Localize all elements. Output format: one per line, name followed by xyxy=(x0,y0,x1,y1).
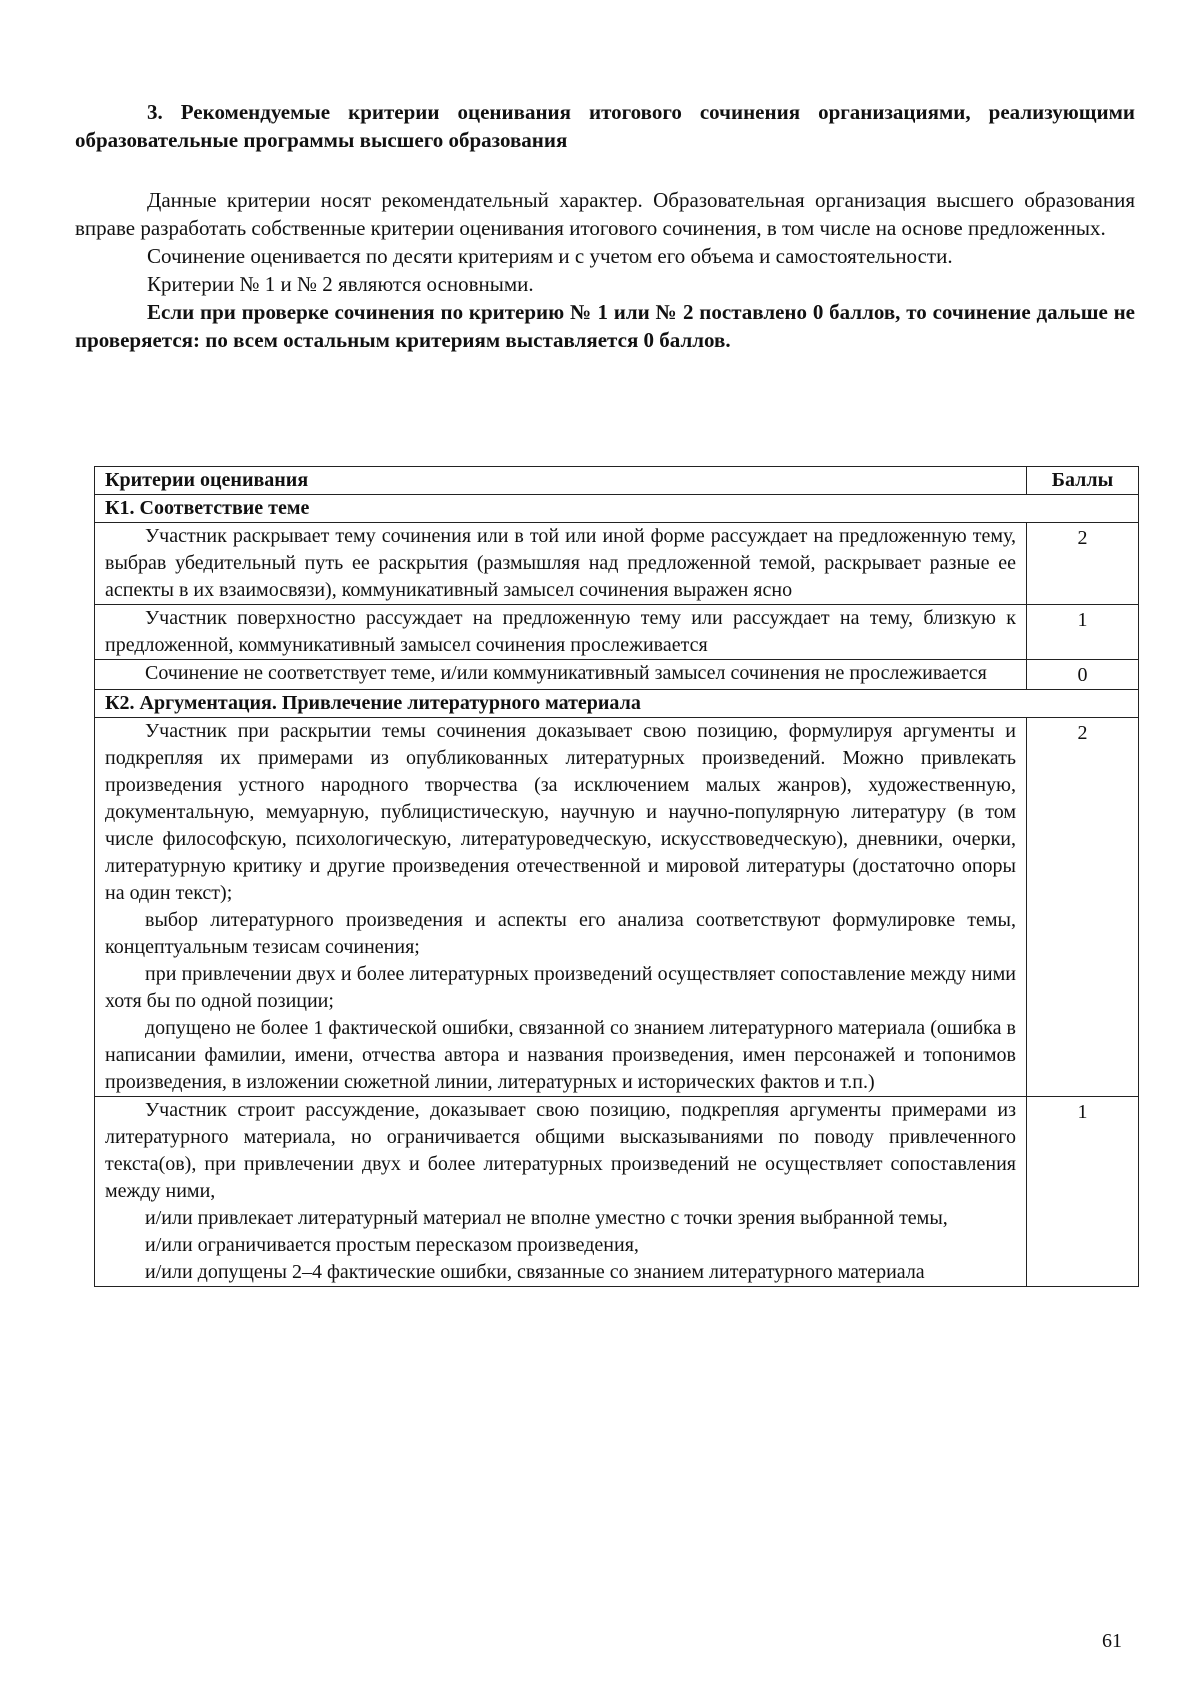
criteria-column-header: Критерии оценивания xyxy=(95,467,1027,495)
section-title-k1: К1. Соответствие теме xyxy=(95,495,1139,523)
page-number: 61 xyxy=(1102,1630,1122,1652)
criterion-text: Участник раскрывает тему сочинения или в той или иной форме рассуждает на предложенную тему, выбрав убедительный путь ее раскрытия (размышляя над предложенной темой, раскрывает разные ее аспекты в их взаимосвязи), коммуникативный замысел сочинения выражен ясно xyxy=(105,525,1016,601)
intro-paragraph: Критерии № 1 и № 2 являются основными. xyxy=(147,272,534,296)
criterion-text: допущено не более 1 фактической ошибки, связанной со знанием литературного материала (ошибка в написании фамилии, имени, отчества автора и названия произведения, имен персонажей и топонимов произведения, в изложении сюжетной линии, литературных и исторических фактов и т.п.) xyxy=(105,1017,1016,1093)
criterion-text: и/или ограничивается простым пересказом произведения, xyxy=(145,1234,639,1256)
criterion-score: 2 xyxy=(1027,718,1139,1097)
intro-text xyxy=(75,186,1135,354)
criterion-description xyxy=(95,1097,1027,1287)
intro-paragraph: Данные критерии носят рекомендательный характер. Образовательная организация высшего образования вправе разработать собственные критерии оценивания итогового сочинения, в том числе на основе предложенных. xyxy=(75,188,1135,240)
criterion-description xyxy=(95,718,1027,1097)
criterion-score: 1 xyxy=(1027,1097,1139,1287)
table-row xyxy=(95,523,1139,605)
table-row xyxy=(95,1097,1139,1287)
criterion-text: Участник при раскрытии темы сочинения доказывает свою позицию, формулируя аргументы и подкрепляя их примерами из опубликованных литературных произведений. Можно привлекать произведения устного народного творчества (за исключением малых жанров), художественную, документальную, мемуарную, публицистическую, научную и научно-популярную литературу (в том числе философскую, психологическую, литературоведческую, искусствоведческую), дневники, очерки, литературную критику и другие произведения отечественной и мировой литературы (достаточно опоры на один текст); xyxy=(105,720,1016,904)
section-row-k2 xyxy=(95,690,1139,718)
criterion-score: 2 xyxy=(1027,523,1139,605)
criterion-text: Участник поверхностно рассуждает на предложенную тему или рассуждает на тему, близкую к предложенной, коммуникативный замысел сочинения прослеживается xyxy=(105,607,1016,656)
criterion-description xyxy=(95,660,1027,690)
criterion-text: Участник строит рассуждение, доказывает свою позицию, подкрепляя аргументы примерами из литературного материала, но ограничивается общими высказываниями по поводу привлеченного текста(ов), при привлечении двух и более литературных произведений не осуществляет сопоставления между ними, xyxy=(105,1099,1016,1202)
table-header-row xyxy=(95,467,1139,495)
criteria-table xyxy=(94,466,1139,1287)
intro-paragraph: Сочинение оценивается по десяти критериям и с учетом его объема и самостоятельности. xyxy=(147,244,953,268)
criterion-description xyxy=(95,605,1027,660)
score-column-header: Баллы xyxy=(1027,467,1139,495)
table-row xyxy=(95,605,1139,660)
section-heading: 3. Рекомендуемые критерии оценивания итогового сочинения организациями, реализующими образовательные программы высшего образования xyxy=(75,100,1135,152)
section-title-k2: К2. Аргументация. Привлечение литературного материала xyxy=(95,690,1139,718)
criterion-text: при привлечении двух и более литературных произведений осуществляет сопоставление между ними хотя бы по одной позиции; xyxy=(105,963,1016,1012)
criterion-text: и/или допущены 2–4 фактические ошибки, связанные со знанием литературного материала xyxy=(145,1261,925,1283)
criterion-text: выбор литературного произведения и аспекты его анализа соответствуют формулировке темы, концептуальным тезисам сочинения; xyxy=(105,909,1016,958)
criterion-score: 0 xyxy=(1027,660,1139,690)
criterion-score: 1 xyxy=(1027,605,1139,660)
criterion-text: Сочинение не соответствует теме, и/или коммуникативный замысел сочинения не прослеживается xyxy=(145,662,987,684)
table-row xyxy=(95,718,1139,1097)
section-row-k1 xyxy=(95,495,1139,523)
criterion-text: и/или привлекает литературный материал не вполне уместно с точки зрения выбранной темы, xyxy=(145,1207,948,1229)
table-row xyxy=(95,660,1139,690)
intro-bold-paragraph: Если при проверке сочинения по критерию № 1 или № 2 поставлено 0 баллов, то сочинение дальше не проверяется: по всем остальным критериям выставляется 0 баллов. xyxy=(75,300,1135,352)
criterion-description xyxy=(95,523,1027,605)
